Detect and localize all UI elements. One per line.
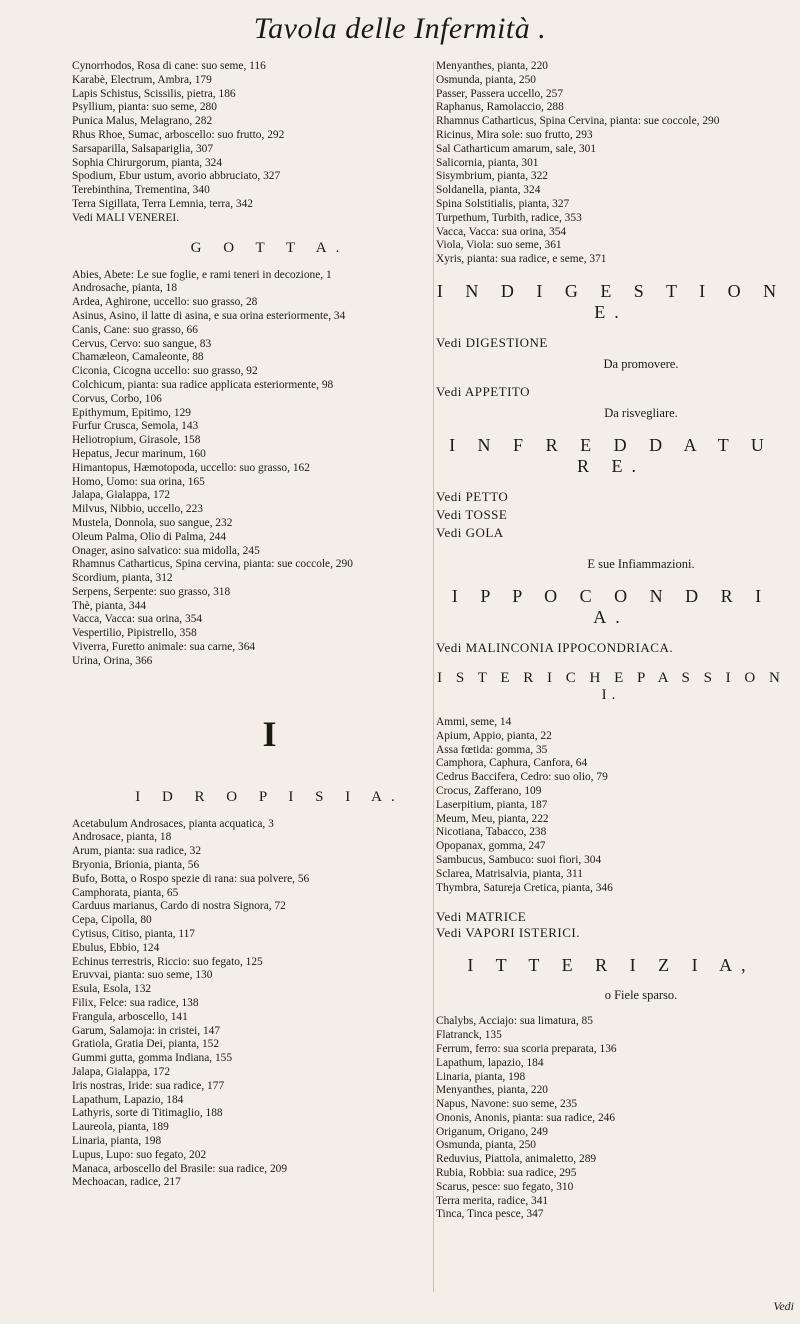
index-entry: Xyris, pianta: sua radice, e seme, 371 — [436, 253, 607, 266]
index-entry: Psyllium, pianta: suo seme, 280 — [72, 101, 217, 114]
section-heading-gotta: G O T T A. — [190, 239, 349, 256]
index-entry: Cervus, Cervo: suo sangue, 83 — [72, 337, 212, 350]
index-entry: Rhamnus Catharticus, Spina cervina, pianta: sue coccole, 290 — [72, 558, 353, 571]
index-entry: Ardea, Aghirone, uccello: suo grasso, 28 — [72, 296, 258, 309]
entries-top-left — [72, 60, 467, 226]
index-entry: Lapathum, lapazio, 184 — [436, 1056, 544, 1069]
section-letter: I — [262, 713, 277, 754]
index-entry: Osmunda, pianta, 250 — [436, 1139, 536, 1152]
index-entry: Laserpitium, pianta, 187 — [436, 798, 548, 811]
index-entry: Sophia Chirurgorum, pianta, 324 — [72, 156, 223, 169]
index-entry: Spina Solstitialis, pianta, 327 — [436, 197, 570, 210]
index-entry: Colchicum, pianta: sua radice applicata esteriormente, 98 — [72, 378, 334, 391]
section-note: E sue Infiammazioni. — [587, 556, 695, 571]
index-entry: Hepatus, Jecur marinum, 160 — [72, 447, 206, 460]
cross-reference: Vedi VAPORI ISTERICI. — [436, 925, 581, 941]
index-entry: Reduvius, Piattola, animaletto, 289 — [436, 1153, 597, 1166]
index-entry: Lapis Schistus, Scissilis, pietra, 186 — [72, 87, 236, 100]
index-entry: Himantopus, Hæmotopoda, uccello: suo grasso, 162 — [72, 461, 310, 474]
page-title: Tavola delle Infermità . — [253, 12, 547, 45]
index-entry: Cytisus, Citiso, pianta, 117 — [72, 928, 195, 941]
index-entry: Cynorrhodos, Rosa di cane: suo seme, 116 — [72, 60, 266, 72]
section-note: Da risvegliare. — [604, 405, 678, 420]
index-entry: Canis, Cane: suo grasso, 66 — [72, 323, 198, 336]
index-entry: Terra merita, radice, 341 — [436, 1194, 549, 1207]
index-entry: Passer, Passera uccello, 257 — [436, 87, 564, 100]
index-entry: Meum, Meu, pianta, 222 — [436, 812, 549, 825]
entries-gotta — [72, 269, 467, 669]
index-entry: Epithymum, Epitimo, 129 — [72, 406, 191, 419]
index-entry: Sal Catharticum amarum, sale, 301 — [436, 142, 597, 155]
index-entry: Mustela, Donnola, suo sangue, 232 — [72, 516, 233, 529]
index-entry: Osmunda, pianta, 250 — [436, 73, 536, 86]
index-entry: Echinus terrestris, Riccio: suo fegato, 125 — [72, 955, 263, 968]
index-entry: Lathyris, sorte di Titimaglio, 188 — [72, 1107, 223, 1120]
index-entry: Thè, pianta, 344 — [72, 599, 147, 612]
index-entry: Assa fœtida: gomma, 35 — [436, 743, 548, 756]
index-entry: Gratiola, Gratia Dei, pianta, 152 — [72, 1038, 220, 1051]
index-entry: Rhamnus Catharticus, Spina Cervina, pianta: sue coccole, 290 — [436, 115, 720, 128]
section-heading-idropisia: I D R O P I S I A. — [135, 788, 404, 805]
cross-reference: Vedi MATRICE — [436, 909, 527, 925]
index-entry: Cedrus Baccifera, Cedro: suo olio, 79 — [436, 771, 608, 784]
index-entry: Cepa, Cipolla, 80 — [72, 914, 152, 927]
index-entry: Jalapa, Gialappa, 172 — [72, 489, 171, 502]
entries-isteriche — [436, 716, 786, 895]
index-entry: Asinus, Asino, il latte di asina, e sua orina esteriormente, 34 — [72, 309, 346, 322]
index-entry: Sisymbrium, pianta, 322 — [436, 170, 549, 183]
cross-reference: Vedi PETTO — [436, 488, 509, 504]
cross-reference: Vedi DIGESTIONE — [436, 334, 548, 350]
index-entry: Soldanella, pianta, 324 — [436, 184, 541, 197]
index-entry: Homo, Uomo: sua orina, 165 — [72, 475, 205, 488]
index-entry: Iris nostras, Iride: sua radice, 177 — [72, 1079, 225, 1092]
cross-reference: Vedi TOSSE — [436, 506, 508, 522]
index-entry: Rhus Rhoe, Sumac, arboscello: suo frutto, 292 — [72, 128, 285, 141]
index-entry: Crocus, Zafferano, 109 — [436, 784, 542, 797]
catchword: Vedi — [773, 1299, 794, 1313]
index-entry: Scordium, pianta, 312 — [72, 572, 173, 585]
section-note: Da promovere. — [603, 356, 679, 371]
index-entry: Urina, Orina, 366 — [72, 654, 153, 667]
index-entry: Ricinus, Mira sole: suo frutto, 293 — [436, 128, 593, 141]
index-entry: Ammi, seme, 14 — [436, 715, 512, 728]
index-entry: Camphorata, pianta, 65 — [72, 886, 179, 899]
index-entry: Lupus, Lupo: suo fegato, 202 — [72, 1148, 207, 1161]
index-entry: Spodium, Ebur ustum, avorio abbruciato, 327 — [72, 170, 281, 183]
index-entry: Ciconia, Cicogna uccello: suo grasso, 92 — [72, 365, 258, 378]
index-entry: Milvus, Nibbio, uccello, 223 — [72, 503, 203, 516]
index-entry: Flatranck, 135 — [436, 1029, 502, 1042]
index-entry: Androsache, pianta, 18 — [72, 282, 178, 295]
index-entry: Serpens, Serpente: suo grasso, 318 — [72, 585, 231, 598]
cross-reference: Vedi GOLA — [436, 524, 504, 540]
index-entry: Garum, Salamoja: in cristei, 147 — [72, 1024, 221, 1037]
section-note: o Fiele sparso. — [604, 988, 678, 1003]
index-entry: Onager, asino salvatico: sua midolla, 245 — [72, 544, 260, 557]
index-entry: Corvus, Corbo, 106 — [72, 392, 162, 405]
section-heading-indigestione: I N D I G E S T I O N E. — [436, 280, 786, 322]
index-entry: Origanum, Origano, 249 — [436, 1125, 548, 1138]
index-entry: Oleum Palma, Olio di Palma, 244 — [72, 530, 227, 543]
index-entry: Bryonia, Brionia, pianta, 56 — [72, 859, 200, 872]
index-entry: Rubia, Robbia: sua radice, 295 — [436, 1167, 577, 1180]
section-heading-ippocondria: I P P O C O N D R I A. — [451, 585, 771, 627]
index-entry: Opopanax, gomma, 247 — [436, 840, 546, 853]
index-entry: Viverra, Furetto animale: sua carne, 364 — [72, 641, 256, 654]
index-entry: Esula, Esola, 132 — [72, 983, 152, 996]
index-entry: Eruvvai, pianta: suo seme, 130 — [72, 969, 213, 982]
entries-idropisia — [72, 818, 467, 1191]
index-entry: Ebulus, Ebbio, 124 — [72, 941, 160, 954]
index-entry: Chalybs, Acciajo: sua limatura, 85 — [436, 1015, 593, 1028]
entries-itterizia — [436, 1015, 786, 1222]
cross-reference: Vedi MALI VENEREI. — [72, 211, 180, 224]
index-entry: Mechoacan, radice, 217 — [72, 1176, 181, 1189]
index-entry: Thymbra, Satureja Cretica, pianta, 346 — [436, 881, 613, 894]
section-heading-itterizia: I T T E R I Z I A, — [467, 955, 755, 976]
index-entry: Karabè, Electrum, Ambra, 179 — [72, 73, 212, 86]
index-entry: Abies, Abete: Le sue foglie, e rami teneri in decozione, 1 — [72, 268, 332, 281]
index-entry: Filix, Felce: sua radice, 138 — [72, 997, 199, 1010]
index-entry: Androsace, pianta, 18 — [72, 831, 172, 844]
index-entry: Arum, pianta: sua radice, 32 — [72, 845, 202, 858]
index-entry: Salicornia, pianta, 301 — [436, 156, 539, 169]
right-column — [436, 60, 786, 1222]
index-entry: Vacca, Vacca: sua orina, 354 — [72, 613, 203, 626]
index-entry: Terebinthina, Trementina, 340 — [72, 184, 210, 197]
section-heading-infreddature: I N F R E D D A T U R E. — [449, 434, 773, 476]
index-entry: Sclarea, Matrisalvia, pianta, 311 — [436, 867, 583, 880]
index-entry: Manaca, arboscello del Brasile: sua radice, 209 — [72, 1162, 288, 1175]
index-entry: Laureola, pianta, 189 — [72, 1121, 169, 1134]
cross-reference: Vedi APPETITO — [436, 383, 531, 399]
left-column — [72, 60, 467, 1190]
index-entry: Apium, Appio, pianta, 22 — [436, 729, 552, 742]
index-entry: Terra Sigillata, Terra Lemnia, terra, 342 — [72, 197, 253, 210]
index-entry: Punica Malus, Melagrano, 282 — [72, 115, 213, 128]
index-entry: Sambucus, Sambuco: suoi fiori, 304 — [436, 853, 602, 866]
index-entry: Gummi gutta, gomma Indiana, 155 — [72, 1052, 233, 1065]
index-entry: Linaria, pianta, 198 — [436, 1070, 526, 1083]
index-entry: Camphora, Caphura, Canfora, 64 — [436, 757, 588, 770]
index-entry: Jalapa, Gialappa, 172 — [72, 1066, 171, 1079]
index-entry: Furfur Crusca, Semola, 143 — [72, 420, 199, 433]
index-entry: Menyanthes, pianta, 220 — [436, 60, 548, 72]
index-entry: Carduus marianus, Cardo di nostra Signora, 72 — [72, 900, 286, 913]
cross-reference: Vedi MALINCONIA IPPOCONDRIACA. — [436, 639, 674, 655]
index-entry: Scarus, pesce: suo fegato, 310 — [436, 1180, 574, 1193]
index-entry: Bufo, Botta, o Rospo spezie di rana: sua polvere, 56 — [72, 872, 310, 885]
index-entry: Napus, Navone: suo seme, 235 — [436, 1098, 578, 1111]
index-entry: Frangula, arboscello, 141 — [72, 1010, 188, 1023]
index-entry: Chamæleon, Camaleonte, 88 — [72, 351, 204, 364]
index-entry: Menyanthes, pianta, 220 — [436, 1084, 548, 1097]
index-entry: Turpethum, Turbith, radice, 353 — [436, 211, 582, 224]
index-entry: Viola, Viola: suo seme, 361 — [436, 239, 562, 252]
index-entry: Raphanus, Ramolaccio, 288 — [436, 101, 564, 114]
index-entry: Vacca, Vacca: sua orina, 354 — [436, 225, 567, 238]
index-entry: Tinca, Tinca pesce, 347 — [436, 1208, 544, 1221]
index-entry: Ferrum, ferro: sua scoria preparata, 136 — [436, 1042, 617, 1055]
index-entry: Linaria, pianta, 198 — [72, 1135, 162, 1147]
section-heading-isteriche: I S T E R I C H E P A S S I O N I. — [437, 669, 785, 703]
index-entry: Heliotropium, Girasole, 158 — [72, 434, 201, 447]
index-entry: Vespertilio, Pipistrello, 358 — [72, 627, 197, 640]
index-entry: Sarsaparilla, Salsapariglia, 307 — [72, 142, 214, 155]
index-entry: Nicotiana, Tabacco, 238 — [436, 826, 547, 839]
index-entry: Acetabulum Androsaces, pianta acquatica, 3 — [72, 817, 274, 830]
index-entry: Ononis, Anonis, pianta: sua radice, 246 — [436, 1111, 616, 1124]
entries-top-right — [436, 60, 786, 267]
index-entry: Lapathum, Lapazio, 184 — [72, 1093, 184, 1106]
